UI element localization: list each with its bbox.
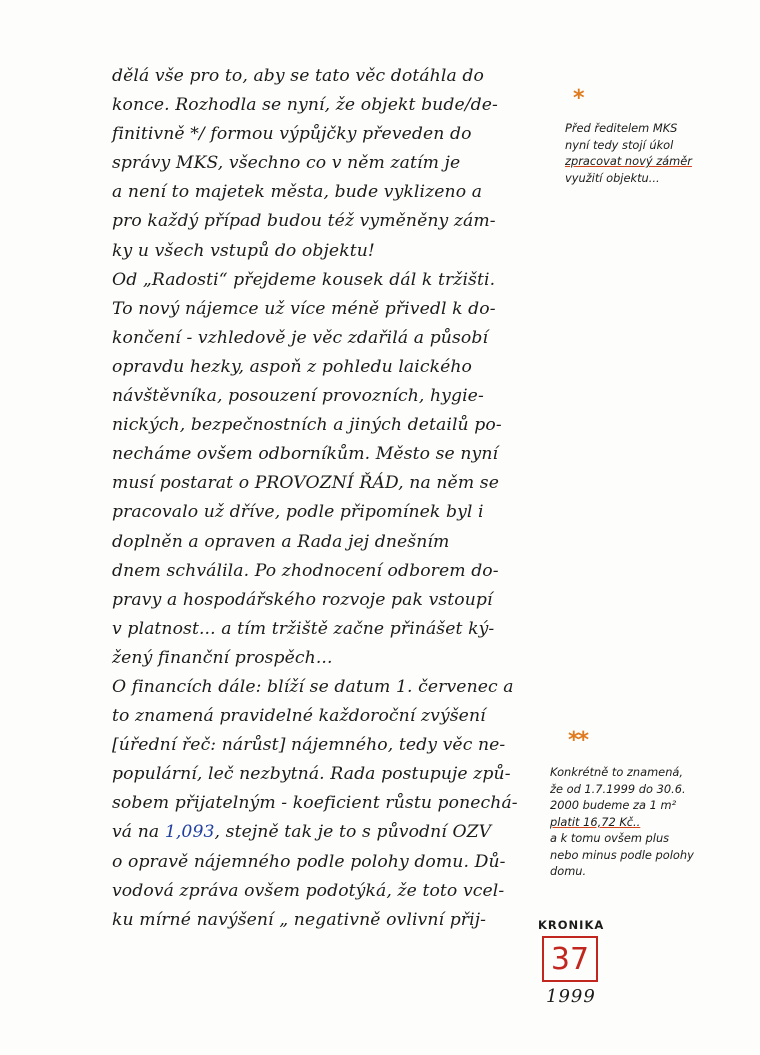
text-line: návštěvníka, posouzení provozních, hygie- xyxy=(112,386,484,407)
text-line: pro každý případ budou též vyměněny zám- xyxy=(112,211,496,232)
text-fragment: , stejně tak je to s původní OZV xyxy=(214,822,492,843)
note-line: využití objektu... xyxy=(565,170,660,185)
text-line: dělá vše pro to, aby se tato věc dotáhla do xyxy=(112,66,484,86)
coefficient-value: 1,093 xyxy=(164,822,215,843)
note-line: Konkrétně to znamená, xyxy=(550,765,684,779)
text-line: ky u všech vstupů do objektu! xyxy=(112,240,375,261)
page-number: 37 xyxy=(550,941,590,977)
note-line: nyní tedy stojí úkol xyxy=(565,137,674,152)
text-line: necháme ovšem odborníkům. Město se nyní xyxy=(112,444,499,465)
text-line: nických, bezpečnostních a jiných detailů po- xyxy=(112,415,502,436)
note-line: že od 1.7.1999 do 30.6. xyxy=(550,781,686,796)
text-line: [úřední řeč: nárůst] nájemného, tedy věc ne- xyxy=(112,735,506,756)
text-line: Od „Radosti“ přejdeme kousek dál k tržišti. xyxy=(112,269,496,290)
text-line: o opravě nájemného podle polohy domu. Dů- xyxy=(112,851,506,872)
chronicle-label: KRONIKA xyxy=(538,918,605,932)
text-line: v platnost... a tím tržiště začne přinášet ký- xyxy=(112,618,495,639)
text-line: sobem přijatelným - koeficient růstu ponechá- xyxy=(112,793,518,814)
margin-note-2 xyxy=(550,764,740,880)
text-line: to znamená pravidelné každoroční zvýšení xyxy=(112,706,486,727)
text-line: vodová zpráva ovšem podotýká, že toto vcel- xyxy=(112,880,505,901)
text-line: pracovalo už dříve, podle připomínek byl i xyxy=(112,502,484,523)
double-asterisk-marker-icon: ** xyxy=(568,728,588,753)
text-line: doplněn a opraven a Rada jej dnešním xyxy=(112,531,450,552)
text-line: finitivně */ formou výpůjčky převeden do xyxy=(112,124,472,145)
page-number-box xyxy=(542,936,598,982)
text-line: opravdu hezky, aspoň z pohledu laického xyxy=(112,356,472,377)
main-text-body xyxy=(112,62,544,935)
asterisk-marker-icon: * xyxy=(573,86,585,111)
note-line: nebo minus podle polohy xyxy=(550,847,694,862)
text-line-with-highlight xyxy=(112,818,544,847)
text-line: populární, leč nezbytná. Rada postupuje způ- xyxy=(112,764,511,785)
text-line: žený finanční prospěch... xyxy=(112,647,333,668)
text-line: dnem schválila. Po zhodnocení odborem do- xyxy=(112,560,499,581)
text-line: a není to majetek města, bude vyklizeno a xyxy=(112,182,483,203)
note-line: 2000 budeme za 1 m² xyxy=(550,798,677,812)
text-line: končení - vzhledově je věc zdařilá a působí xyxy=(112,327,489,348)
note-line: a k tomu ovšem plus xyxy=(550,831,670,845)
text-fragment: vá na xyxy=(112,822,165,843)
margin-note-1 xyxy=(565,120,745,186)
text-line: ku mírné navýšení „ negativně ovlivní přij- xyxy=(112,909,487,930)
text-line: pravy a hospodářského rozvoje pak vstoupí xyxy=(112,589,493,610)
note-line: domu. xyxy=(550,864,587,878)
note-line: platit 16,72 Kč.. xyxy=(550,814,641,829)
note-line: zpracovat nový záměr xyxy=(565,154,692,168)
text-line: konce. Rozhodla se nyní, že objekt bude/de- xyxy=(112,95,498,116)
text-line: O financích dále: blíží se datum 1. červenec a xyxy=(112,676,514,697)
chronicle-year: 1999 xyxy=(546,986,596,1007)
text-line: musí postarat o PROVOZNÍ ŘÁD, na něm se xyxy=(112,473,499,494)
text-line: To nový nájemce už více méně přivedl k do- xyxy=(112,298,496,319)
note-line: Před ředitelem MKS xyxy=(565,121,678,135)
text-line: správy MKS, všechno co v něm zatím je xyxy=(112,153,461,174)
